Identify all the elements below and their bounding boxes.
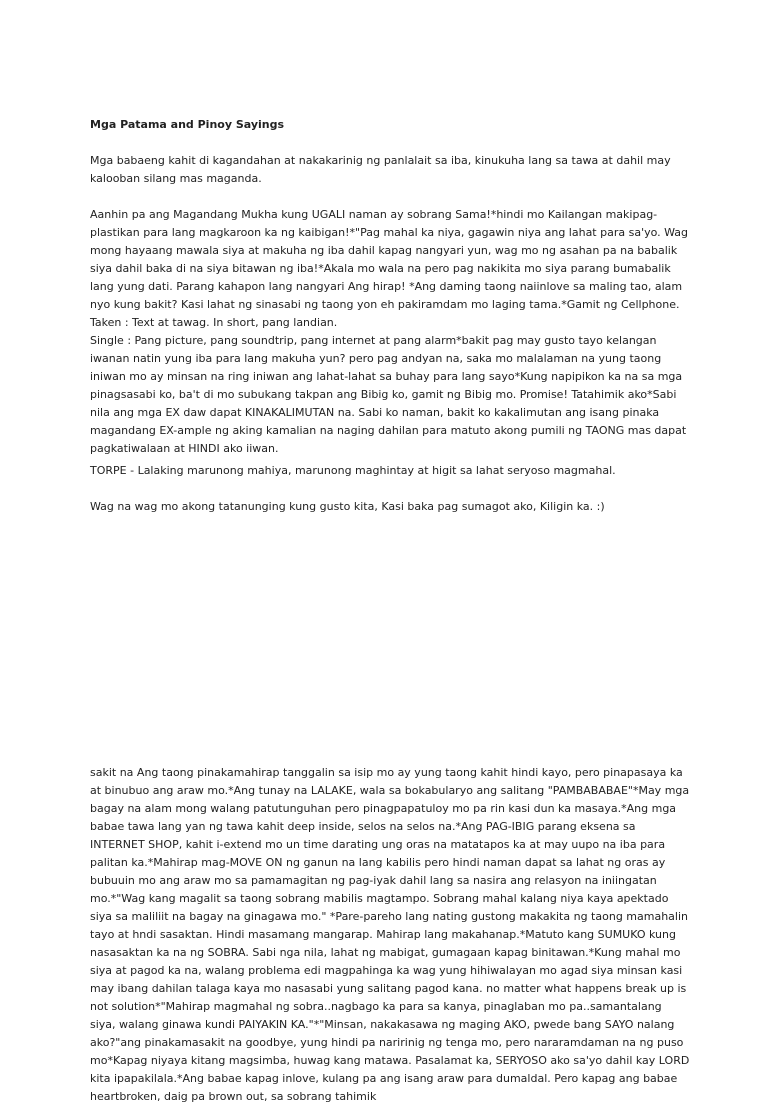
paragraph-sayings-1 xyxy=(90,206,690,458)
document-title: Mga Patama and Pinoy Sayings xyxy=(90,118,285,131)
paragraph-sayings-2: sakit na Ang taong pinakamahirap tanggalin sa isip mo ay yung taong kahit hindi kayo, pero pinapasaya ka at binubuo ang araw mo.*Ang tunay na LALAKE, wala sa bokabularyo ang salitang "PAMBABABAE"*May mga bagay na alam mong walang patutunguhan pero pinagpapatuloy mo pa rin kasi dun ka masaya.*Ang mga babae tawa lang yan ng tawa kahit deep inside, selos na selos na.*Ang PAG-IBIG parang eksena sa INTERNET SHOP, kahit i-extend mo un time darating ung oras na matatapos ka at may uupo na iba para palitan ka.*Mahirap mag-MOVE ON ng ganun na lang kabilis pero hindi naman dapat sa lahat ng oras ay bubuuin mo ang araw mo sa pamamagitan ng pag-iyak dahil lang sa nasira ang relasyon na iniingatan mo.*"Wag kang magalit sa taong sobrang mabilis magtampo. Sobrang mahal kalang niya kaya apektado siya sa maliliit na bagay na ginagawa mo." *Pare-pareho lang nating gustong makakita ng taong mamahalin tayo at hndi sasaktan. Hindi masamang mangarap. Mahirap lang makahanap.*Matuto kang SUMUKO kung nasasaktan ka na ng SOBRA. Sabi nga nila, lahat ng mabigat, gumagaan kapag binitawan.*Kung mahal mo siya at pagod ka na, walang problema edi magpahinga ka wag yung hihiwalayan mo agad siya minsan kasi may ibang dahilan talaga kaya mo nasasabi yung salitang pagod kana. no matter what happens break up is not solution*"Mahirap magmahal ng sobra..nagbago ka para sa kanya, pinaglaban mo pa..samantalang siya, walang ginawa kundi PAIYAKIN KA."*"Minsan, nakakasawa ng maging AKO, pwede bang SAYO nalang ako?"ang pinakamasakit na goodbye, yung hindi pa naririnig ng tenga mo, pero nararamdaman na ng puso mo*Kapag niyaya kitang magsimba, huwag kang matawa. Pasalamat ka, SERYOSO ako sa'yo dahil kay LORD kita ipapakilala.*Ang babae kapag inlove, kulang pa ang isang araw para dumaldal. Pero kapag ang babae heartbroken, daig pa brown out, sa sobrang tahimik xyxy=(90,766,690,1103)
paragraph-kiligin: Wag na wag mo akong tatanunging kung gusto kita, Kasi baka pag sumagot ako, Kiligin ka. :) xyxy=(90,500,605,513)
paragraph-sayings-1-main: Aanhin pa ang Magandang Mukha kung UGALI naman ay sobrang Sama!*hindi mo Kailangan makipag-plastikan para lang magkaroon ka ng kaibigan!*"Pag mahal ka niya, gagawin niya ang lahat para sa'yo. Wag mong hayaang mawala siya at makuha ng iba dahil kapag nangyari yun, wag mo ng asahan pa na babalik siya dahil baka di na siya bitawan ng iba!*Akala mo wala na pero pag nakikita mo siya parang bumabalik lang yung dati. Parang kahapon lang nangyari Ang hirap! *Ang daming taong naiinlove sa maling tao, alam nyo kung bakit? Kasi lahat ng sinasabi ng taong yon eh pakiramdam mo laging tama.*Gamit ng Cellphone. xyxy=(90,208,689,311)
paragraph-sayings-1-single: Single : Pang picture, pang soundtrip, pang internet at pang alarm*bakit pag may gusto tayo kelangan iwanan natin yung iba para lang makuha yun? pero pag andyan na, saka mo malalaman na yung taong iniwan mo ay minsan na ring iniwan ang lahat-lahat sa buhay para lang sayo*Kung napipikon ka na sa mga pinagsasabi ko, ba't di mo subukang takpan ang Bibig ko, gamit ng Bibig mo. Promise! Tatahimik ako*Sabi nila ang mga EX daw dapat KINAKALIMUTAN na. Sabi ko naman, bakit ko kakalimutan ang isang pinaka magandang EX-ample ng aking kamalian na naging dahilan para matuto akong pumili ng TAONG mas dapat pagkatiwalaan at HINDI ako iiwan. xyxy=(90,334,687,455)
paragraph-torpe: TORPE - Lalaking marunong mahiya, marunong maghintay at higit sa lahat seryoso magmahal. xyxy=(90,464,616,477)
paragraph-intro: Mga babaeng kahit di kagandahan at nakakarinig ng panlalait sa iba, kinukuha lang sa tawa at dahil may kalooban silang mas maganda. xyxy=(90,154,671,185)
paragraph-sayings-1-taken: Taken : Text at tawag. In short, pang landian. xyxy=(90,316,338,329)
